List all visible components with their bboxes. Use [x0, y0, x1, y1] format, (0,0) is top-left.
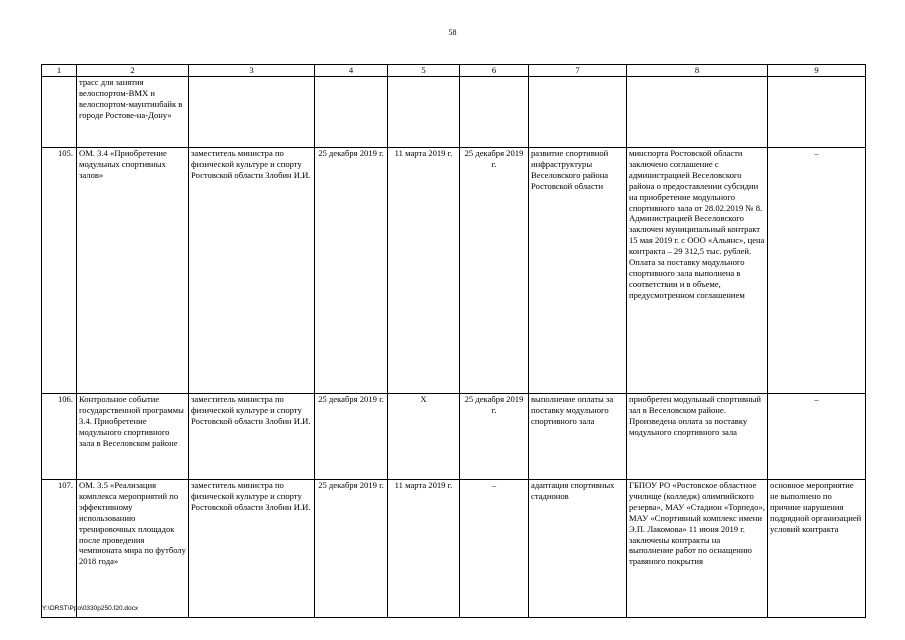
column-header: 3 — [189, 65, 315, 77]
actual-result-cell — [627, 77, 768, 148]
event-name-cell: ОМ. 3.4 «Приобретение модульных спортивных залов» — [77, 148, 189, 394]
row-number-cell: 106. — [42, 394, 77, 480]
event-name-cell: трасс для занятия велоспортом-BMX и велоспортом-маунтинбайк в городе Ростове-на-Дону» — [77, 77, 189, 148]
reason-cell — [768, 77, 866, 148]
end-date-cell — [460, 77, 529, 148]
planned-date-cell: 25 декабря 2019 г. — [315, 148, 388, 394]
row-number-cell — [42, 77, 77, 148]
responsible-cell: заместитель министра по физической культуре и спорту Ростовской области Злобин И.И. — [189, 394, 315, 480]
table-row — [42, 77, 866, 148]
event-name-cell: ОМ. 3.5 «Реализация комплекса мероприятий по эффективному использованию тренировочных площадок после проведения чемпионата мира по футболу 2018 года» — [77, 480, 189, 618]
start-date-cell: 11 марта 2019 г. — [388, 148, 460, 394]
row-number-cell: 105. — [42, 148, 77, 394]
column-header: 7 — [529, 65, 627, 77]
actual-result-cell: ГБПОУ РО «Ростовское областное училище (колледж) олимпийского резерва», МАУ «Стадион «Торпедо», МАУ «Спортивный комплекс имени Э.П. Лакомова» 11 июня 2019 г. заключены контракты на выполнение работ по оснащению травяного покрытия — [627, 480, 768, 618]
planned-result-cell: адаптация спортивных стадионов — [529, 480, 627, 618]
planned-result-cell: развитие спортивной инфраструктуры Веселовского района Ростовской области — [529, 148, 627, 394]
planned-result-cell — [529, 77, 627, 148]
table-row — [42, 394, 866, 480]
table-row — [42, 148, 866, 394]
column-header: 4 — [315, 65, 388, 77]
column-header: 9 — [768, 65, 866, 77]
end-date-cell: 25 декабря 2019 г. — [460, 148, 529, 394]
column-header: 5 — [388, 65, 460, 77]
planned-date-cell — [315, 77, 388, 148]
planned-date-cell: 25 декабря 2019 г. — [315, 480, 388, 618]
reason-cell: – — [768, 148, 866, 394]
file-path-footer: Y:\ORST\Ppo\0330p250.f20.docx — [42, 605, 139, 612]
column-header: 8 — [627, 65, 768, 77]
responsible-cell: заместитель министра по физической культуре и спорту Ростовской области Злобин И.И. — [189, 148, 315, 394]
column-header: 6 — [460, 65, 529, 77]
start-date-cell: X — [388, 394, 460, 480]
table-header-row — [42, 65, 866, 77]
responsible-cell — [189, 77, 315, 148]
table-row — [42, 480, 866, 618]
page-number: 58 — [448, 28, 457, 37]
reason-cell: основное мероприятие не выполнено по причине нарушения подрядной организацией условий контракта — [768, 480, 866, 618]
row-number-cell: 107. — [42, 480, 77, 618]
start-date-cell — [388, 77, 460, 148]
event-name-cell: Контрольное событие государственной программы 3.4. Приобретение модульного спортивного зала в Веселовском районе — [77, 394, 189, 480]
actual-result-cell: приобретен модульный спортивный зал в Веселовском районе. Произведена оплата за поставку модульного спортивного зала — [627, 394, 768, 480]
reason-cell: – — [768, 394, 866, 480]
column-header: 2 — [77, 65, 189, 77]
planned-date-cell: 25 декабря 2019 г. — [315, 394, 388, 480]
start-date-cell: 11 марта 2019 г. — [388, 480, 460, 618]
column-header: 1 — [42, 65, 77, 77]
end-date-cell: – — [460, 480, 529, 618]
end-date-cell: 25 декабря 2019 г. — [460, 394, 529, 480]
report-table — [41, 64, 866, 618]
planned-result-cell: выполнение оплаты за поставку модульного спортивного зала — [529, 394, 627, 480]
actual-result-cell: минспорта Ростовской области заключено соглашение с администрацией Веселовского района о предоставлении субсидии на приобретение модульного спортивного зала от 28.02.2019 № 8. Администрацией Веселовского заключен муниципальный контракт 15 мая 2019 г. с ООО «Альянс», цена контракта – 29 312,5 тыс. рублей. Оплата за поставку модульного спортивного зала выполнена в соответствии и в объеме, предусмотренном соглашением — [627, 148, 768, 394]
responsible-cell: заместитель министра по физической культуре и спорту Ростовской области Злобин И.И. — [189, 480, 315, 618]
